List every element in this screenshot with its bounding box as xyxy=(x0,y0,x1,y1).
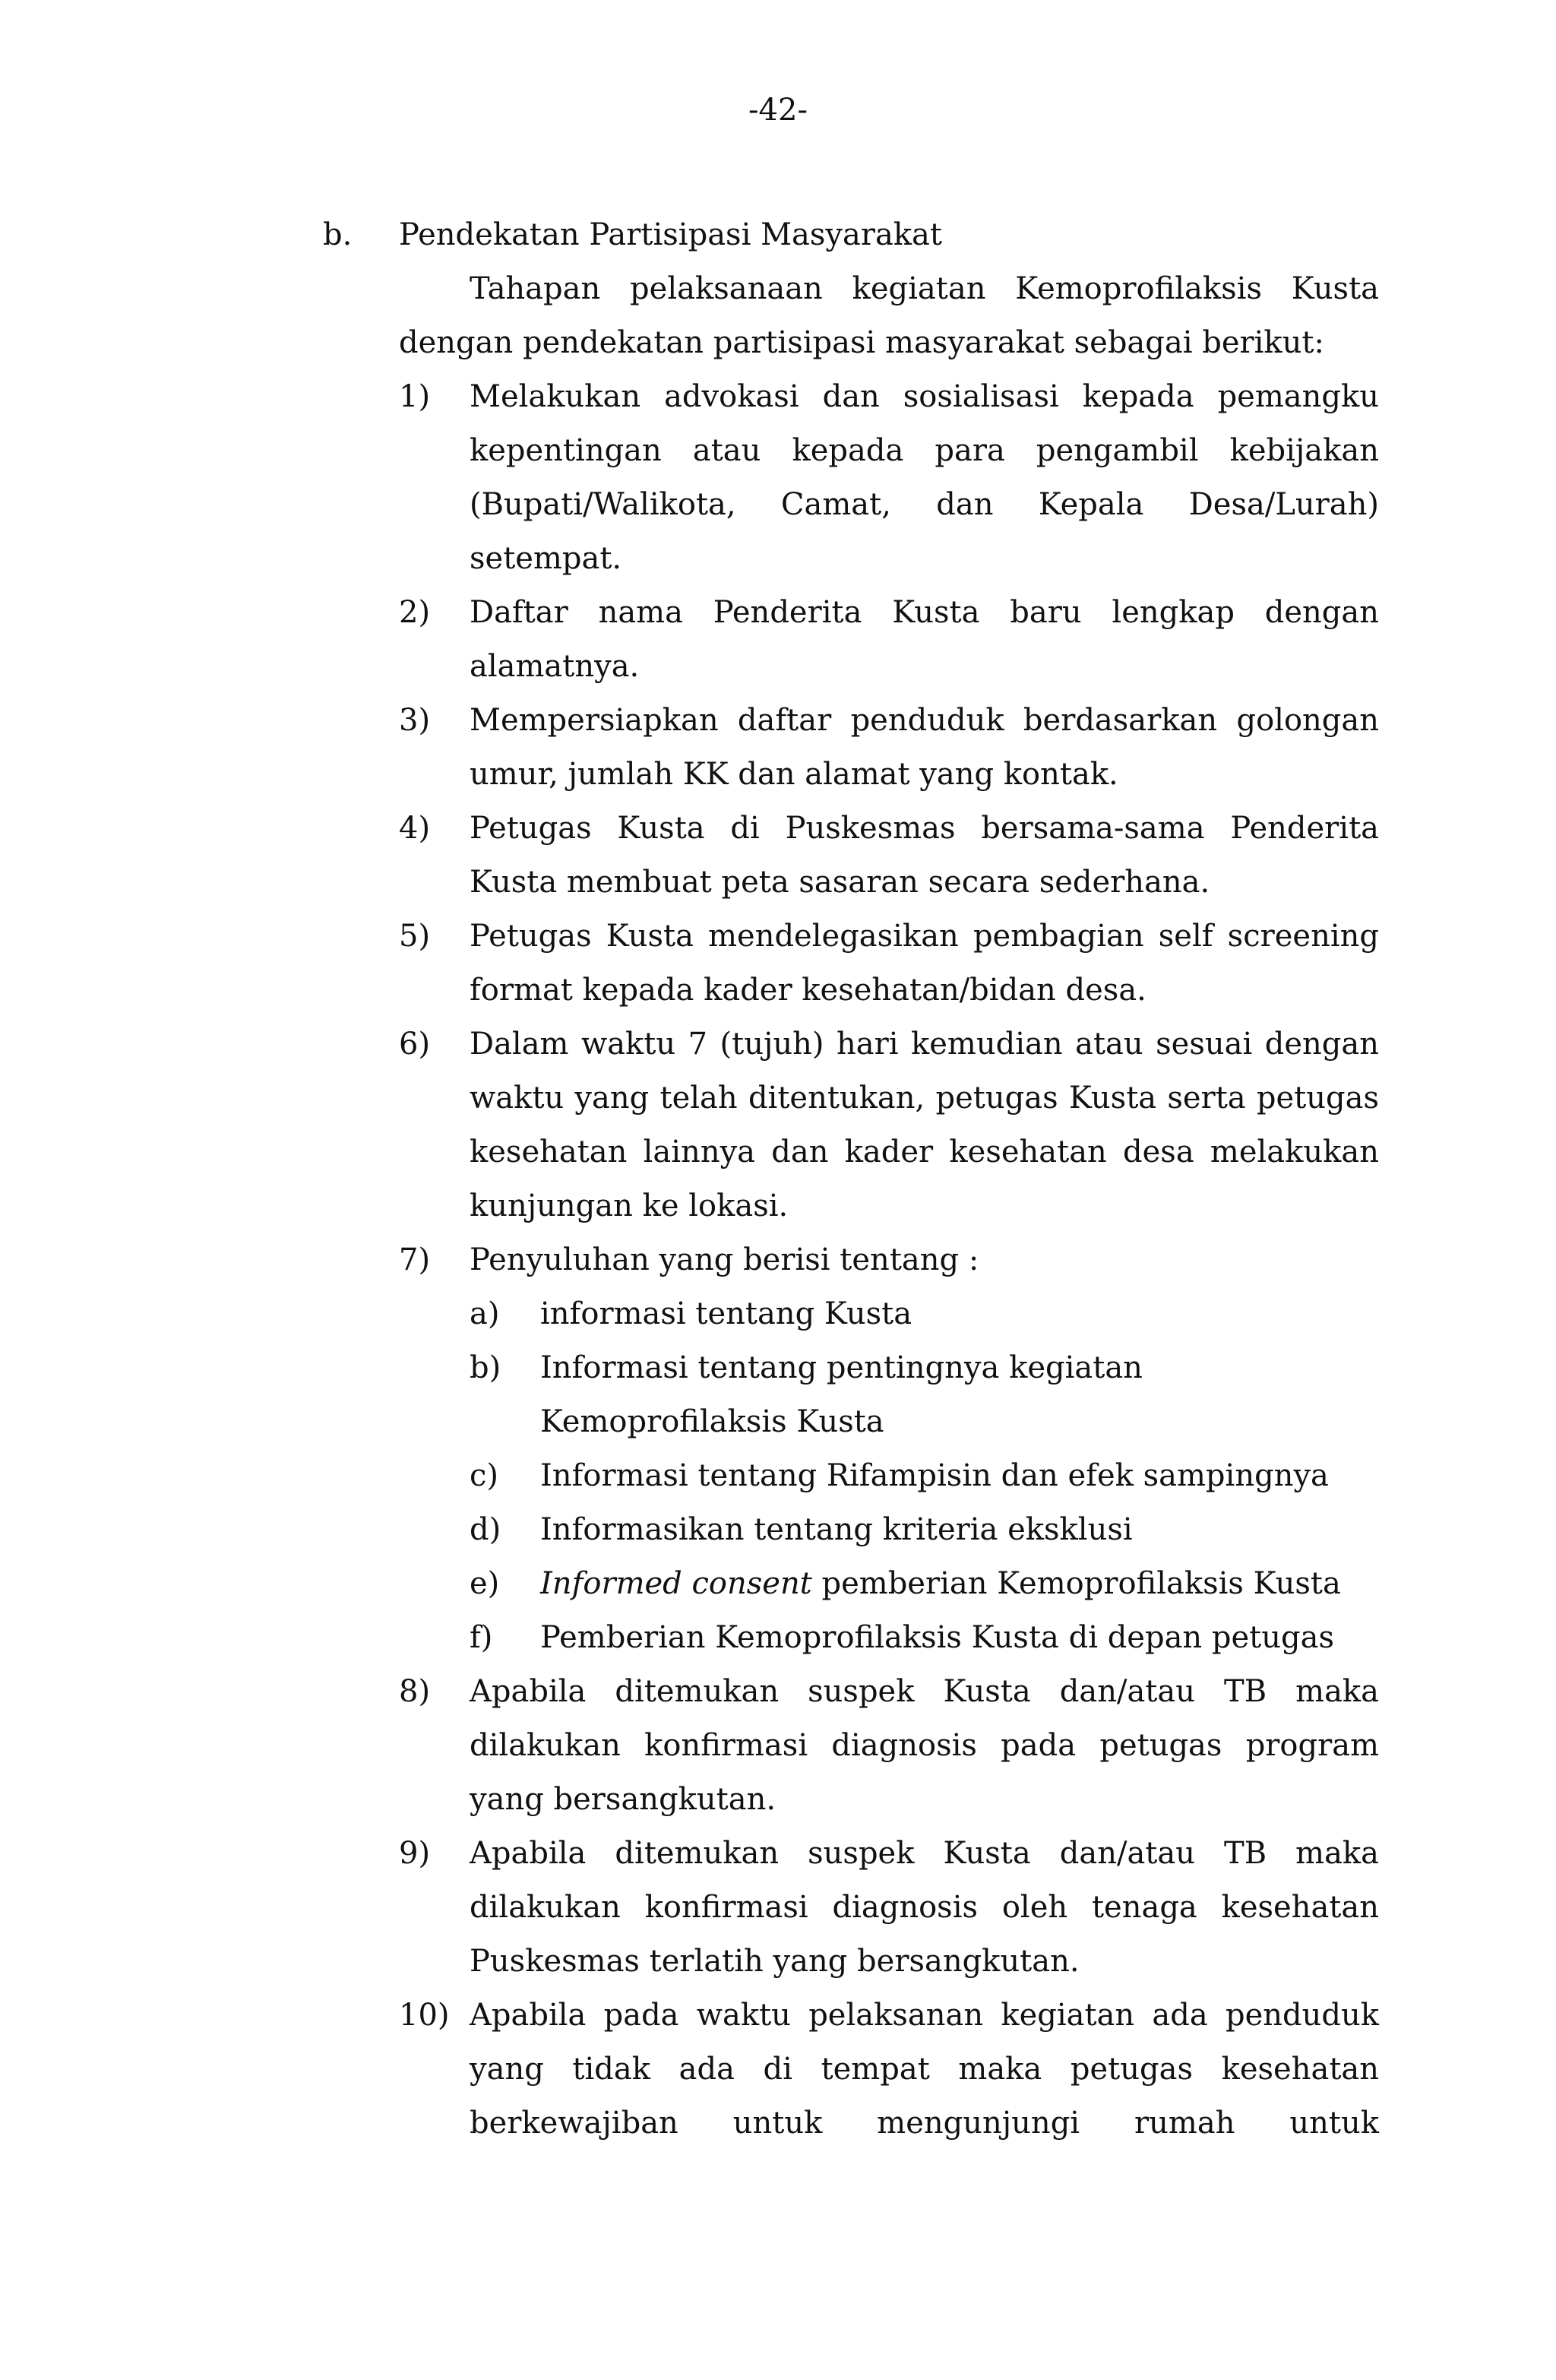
sub-list-item-text xyxy=(540,1557,1379,1611)
sub-list-item-letter: c) xyxy=(470,1458,499,1493)
list-item-text: Petugas Kusta di Puskesmas bersama-sama Penderita Kusta membuat peta sasaran secara sederhana. xyxy=(470,811,1379,900)
list-item-text: Mempersiapkan daftar penduduk berdasarkan golongan umur, jumlah KK dan alamat yang kontak. xyxy=(470,703,1379,792)
section-marker: b. xyxy=(323,217,353,252)
sub-list-item-letter: d) xyxy=(470,1512,501,1547)
list-item-text: Apabila pada waktu pelaksanan kegiatan ada penduduk yang tidak ada di tempat maka petugas kesehatan berkewajiban untuk mengunjungi rumah untuk xyxy=(470,1998,1379,2141)
list-item-text: Petugas Kusta mendelegasikan pembagian self screening format kepada kader kesehatan/bidan desa. xyxy=(470,919,1379,1008)
list-item-number: 9) xyxy=(399,1836,431,1871)
sub-list-item-text: informasi tentang Kusta xyxy=(540,1296,912,1331)
sub-list-item-text: Pemberian Kemoprofilaksis Kusta di depan petugas xyxy=(540,1620,1334,1655)
list-item-text: Apabila ditemukan suspek Kusta dan/atau TB maka dilakukan konfirmasi diagnosis pada petugas program yang bersangkutan. xyxy=(470,1674,1379,1817)
section-intro: Tahapan pelaksanaan kegiatan Kemoprofilaksis Kusta dengan pendekatan partisipasi masyarakat sebagai berikut: xyxy=(399,271,1379,360)
list-item-number: 5) xyxy=(399,919,431,954)
list-item-number: 7) xyxy=(399,1242,431,1277)
list-item-text: Melakukan advokasi dan sosialisasi kepada pemangku kepentingan atau kepada para pengambil kebijakan (Bupati/Walikota, Camat, dan Kepala Desa/Lurah) setempat. xyxy=(470,379,1379,576)
list-item-number: 2) xyxy=(399,595,431,630)
list-item-text: Penyuluhan yang berisi tentang : xyxy=(470,1242,979,1277)
sub-list-item-text: Informasi tentang Rifampisin dan efek sampingnya xyxy=(540,1458,1329,1493)
list-item-text: Daftar nama Penderita Kusta baru lengkap dengan alamatnya. xyxy=(470,595,1379,684)
section-title: Pendekatan Partisipasi Masyarakat xyxy=(399,217,942,252)
sub-list-item-letter: f) xyxy=(470,1620,493,1655)
sub-list-item-text: Informasi tentang pentingnya kegiatan Kemoprofilaksis Kusta xyxy=(540,1350,1143,1439)
list-item-number: 4) xyxy=(399,811,431,846)
informed-consent-term: Informed consent xyxy=(540,1566,812,1601)
list-item-number: 3) xyxy=(399,703,431,738)
list-item-text: Apabila ditemukan suspek Kusta dan/atau TB maka dilakukan konfirmasi diagnosis oleh tenaga kesehatan Puskesmas terlatih yang bersangkutan. xyxy=(470,1836,1379,1979)
list-item-number: 10) xyxy=(399,1998,450,2033)
page-number: -42- xyxy=(748,93,808,128)
list-item-number: 8) xyxy=(399,1674,431,1709)
sub-list-item-letter: a) xyxy=(470,1296,500,1331)
sub-list-item-letter: e) xyxy=(470,1566,500,1601)
sub-list-item-text: Informasikan tentang kriteria eksklusi xyxy=(540,1512,1133,1547)
sub-list-item-letter: b) xyxy=(470,1350,501,1385)
list-item-text: Dalam waktu 7 (tujuh) hari kemudian atau sesuai dengan waktu yang telah ditentukan, petugas Kusta serta petugas kesehatan lainnya dan kader kesehatan desa melakukan kunjungan ke lokasi. xyxy=(470,1027,1379,1223)
sub-list-item-text-rest: pemberian Kemoprofilaksis Kusta xyxy=(811,1566,1341,1601)
list-item-number: 6) xyxy=(399,1027,431,1062)
list-item-number: 1) xyxy=(399,379,431,414)
